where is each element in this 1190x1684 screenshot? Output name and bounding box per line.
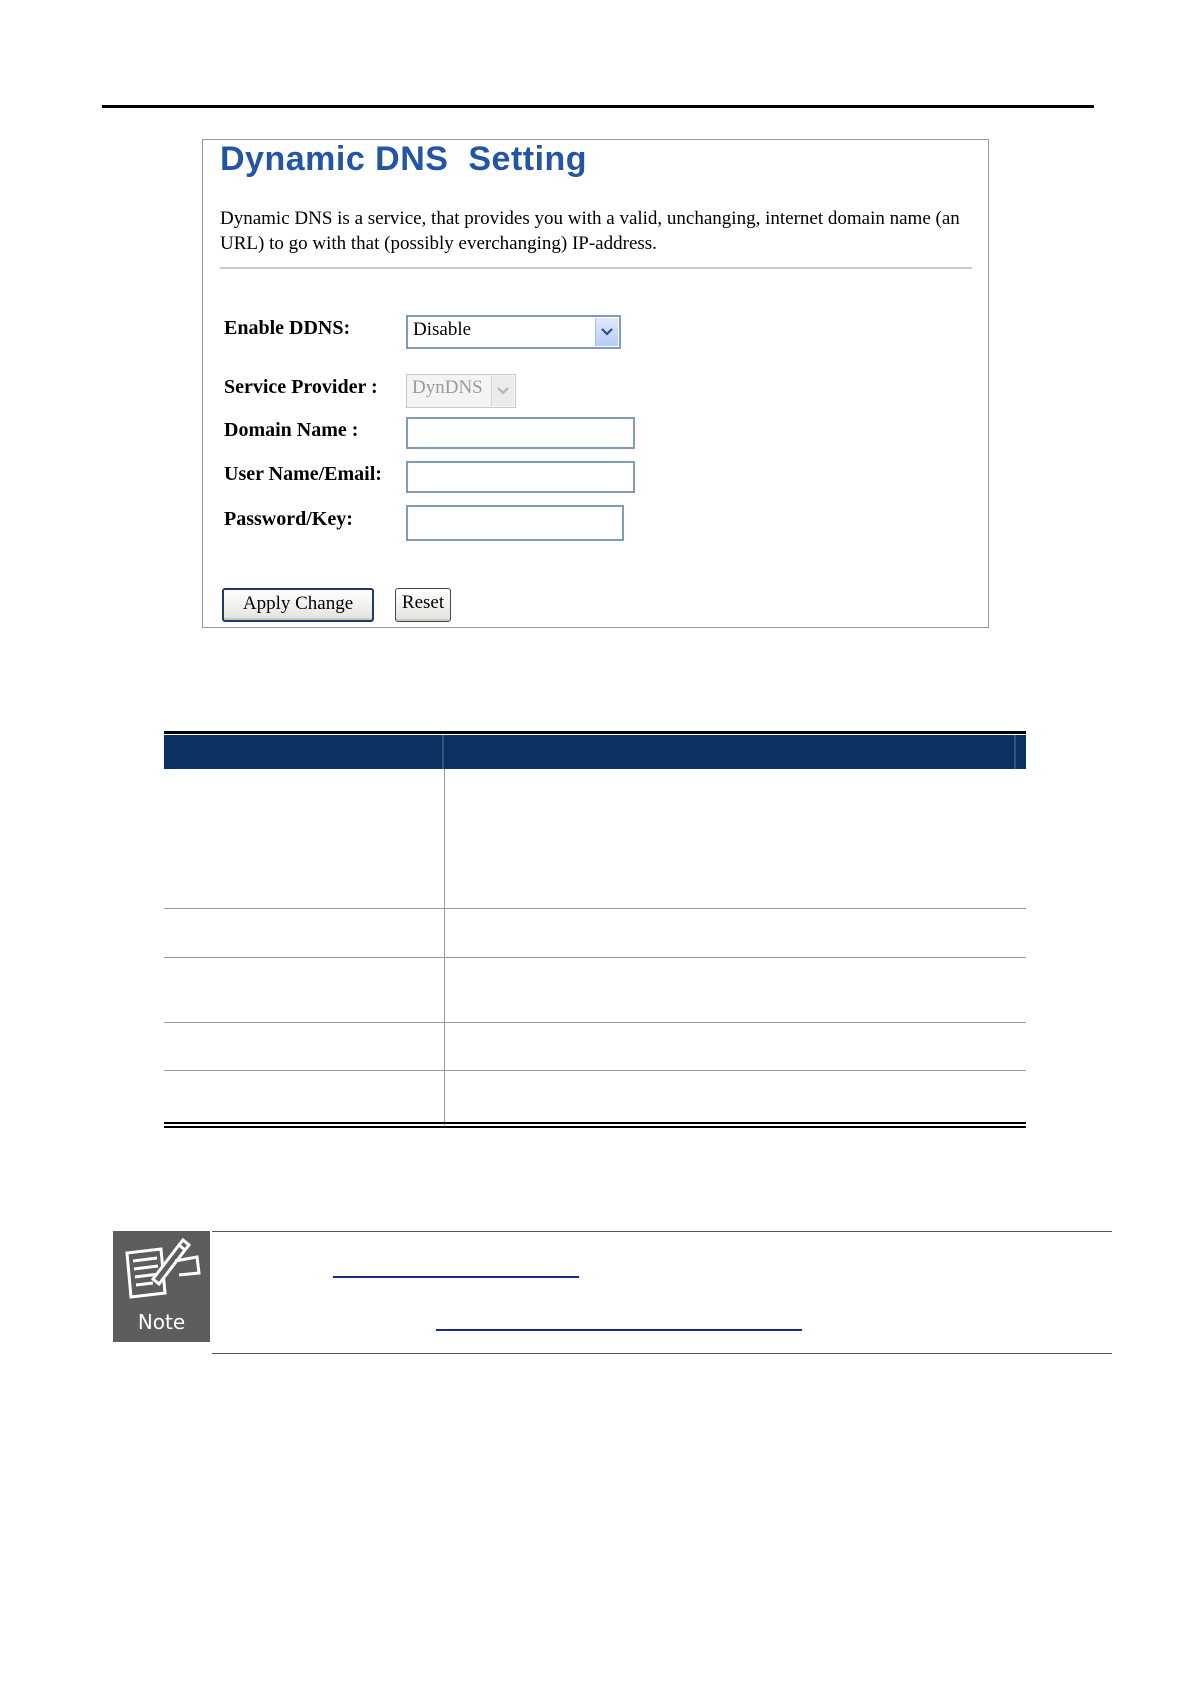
- note-link-underline[interactable]: [333, 1276, 579, 1278]
- apply-change-button[interactable]: Apply Change: [222, 588, 374, 622]
- note-icon-label: Note: [137, 1310, 186, 1334]
- user-name-input[interactable]: [406, 461, 635, 493]
- chevron-down-icon: [595, 318, 618, 346]
- table-header-divider: [442, 735, 444, 769]
- user-name-label: User Name/Email:: [224, 463, 382, 485]
- note-top-rule: [212, 1231, 1112, 1232]
- password-label: Password/Key:: [224, 508, 353, 530]
- table-row-divider: [164, 908, 1026, 909]
- table-column-divider: [444, 769, 445, 1125]
- note-bottom-rule: [212, 1353, 1112, 1354]
- password-input[interactable]: [406, 505, 624, 541]
- reset-button[interactable]: Reset: [395, 588, 451, 622]
- page-title: Dynamic DNS Setting: [220, 140, 588, 178]
- enable-ddns-label: Enable DDNS:: [224, 317, 351, 339]
- domain-name-label: Domain Name :: [224, 419, 359, 441]
- table-bottom-rule: [164, 1122, 1026, 1124]
- table-row-divider: [164, 1022, 1026, 1023]
- panel-description: Dynamic DNS is a service, that provides you with a valid, unchanging, internet domain name (an URL) to go with that (possibly everchanging) IP-address.: [220, 208, 960, 254]
- domain-name-input[interactable]: [406, 417, 635, 449]
- service-provider-label: Service Provider :: [224, 376, 378, 398]
- panel-divider: [220, 267, 972, 269]
- table-row-divider: [164, 1070, 1026, 1071]
- note-icon: [113, 1231, 210, 1342]
- note-link-underline[interactable]: [436, 1329, 802, 1331]
- ddns-settings-panel: [202, 139, 989, 628]
- chevron-down-icon: [491, 376, 514, 406]
- enable-ddns-value: Disable: [413, 319, 472, 340]
- table-bottom-rule: [164, 1126, 1026, 1128]
- table-top-rule: [164, 731, 1026, 734]
- table-header-divider: [1014, 735, 1016, 769]
- page-header-rule: [102, 105, 1094, 108]
- enable-ddns-select[interactable]: [406, 315, 621, 349]
- service-provider-select[interactable]: [406, 374, 516, 408]
- note-pencil-icon: [113, 1231, 210, 1311]
- service-provider-value: DynDNS: [412, 377, 483, 398]
- table-header: [164, 735, 1026, 769]
- table-row-divider: [164, 957, 1026, 958]
